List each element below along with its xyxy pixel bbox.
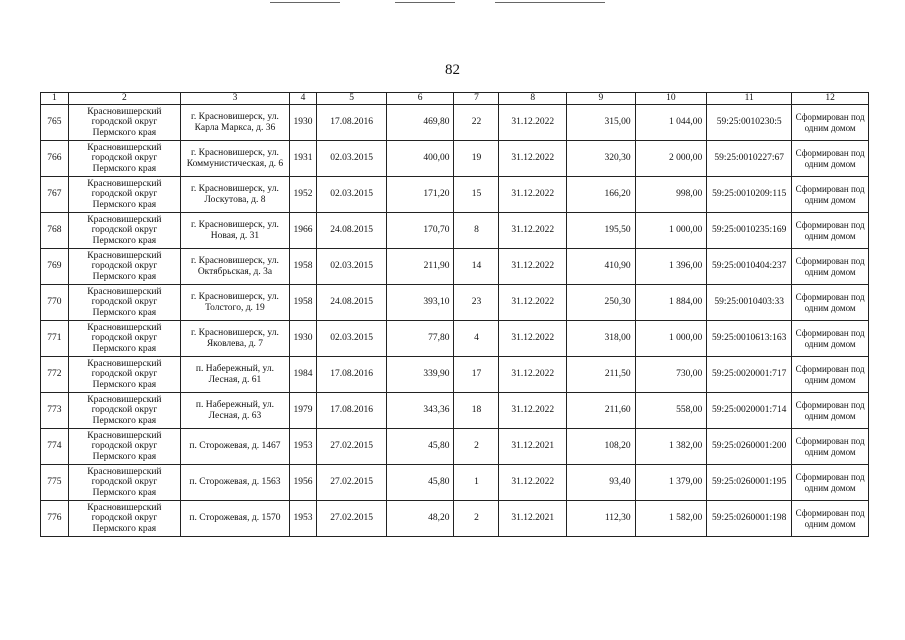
deadline-cell: 31.12.2022 [499,285,567,321]
year-cell: 1953 [289,429,317,465]
cost-cell: 998,00 [635,177,707,213]
column-header-3: 3 [181,93,289,105]
column-header-6: 6 [386,93,454,105]
area-cell: 48,20 [386,501,454,537]
row-number: 770 [41,285,69,321]
table-row [41,321,869,357]
date-cell: 27.02.2015 [317,429,387,465]
area-cell: 339,90 [386,357,454,393]
year-cell: 1958 [289,249,317,285]
count-cell: 22 [454,105,499,141]
district-cell: Красновишерский городской округ Пермского края [68,465,181,501]
district-cell: Красновишерский городской округ Пермского края [68,141,181,177]
area2-cell: 195,50 [567,213,636,249]
area-cell: 343,36 [386,393,454,429]
cost-cell: 2 000,00 [635,141,707,177]
district-cell: Красновишерский городской округ Пермского края [68,177,181,213]
status-cell: Сформирован под одним домом [792,465,869,501]
status-cell: Сформирован под одним домом [792,177,869,213]
column-header-10: 10 [635,93,707,105]
status-cell: Сформирован под одним домом [792,285,869,321]
address-cell: п. Сторожевая, д. 1563 [181,465,289,501]
table-row [41,177,869,213]
deadline-cell: 31.12.2022 [499,357,567,393]
area2-cell: 211,50 [567,357,636,393]
row-number: 767 [41,177,69,213]
cadastral-cell: 59:25:0010209:115 [707,177,792,213]
cadastral-cell: 59:25:0010230:5 [707,105,792,141]
table-row [41,105,869,141]
address-cell: г. Красновишерск, ул. Коммунистическая, д. 6 [181,141,289,177]
count-cell: 2 [454,501,499,537]
count-cell: 1 [454,465,499,501]
date-cell: 17.08.2016 [317,105,387,141]
count-cell: 15 [454,177,499,213]
year-cell: 1966 [289,213,317,249]
table-row [41,465,869,501]
cost-cell: 1 379,00 [635,465,707,501]
row-number: 776 [41,501,69,537]
table-body [41,105,869,537]
year-cell: 1930 [289,105,317,141]
area-cell: 211,90 [386,249,454,285]
cadastral-cell: 59:25:0020001:714 [707,393,792,429]
year-cell: 1956 [289,465,317,501]
district-cell: Красновишерский городской округ Пермского края [68,321,181,357]
header-row [41,93,869,105]
area-cell: 77,80 [386,321,454,357]
date-cell: 24.08.2015 [317,213,387,249]
address-cell: п. Сторожевая, д. 1467 [181,429,289,465]
count-cell: 4 [454,321,499,357]
area2-cell: 320,30 [567,141,636,177]
deadline-cell: 31.12.2021 [499,429,567,465]
count-cell: 19 [454,141,499,177]
year-cell: 1953 [289,501,317,537]
status-cell: Сформирован под одним домом [792,321,869,357]
district-cell: Красновишерский городской округ Пермского края [68,429,181,465]
table-row [41,429,869,465]
area-cell: 45,80 [386,465,454,501]
housing-table [40,92,869,537]
area2-cell: 211,60 [567,393,636,429]
table-row [41,285,869,321]
date-cell: 17.08.2016 [317,393,387,429]
deadline-cell: 31.12.2022 [499,393,567,429]
area-cell: 45,80 [386,429,454,465]
status-cell: Сформирован под одним домом [792,501,869,537]
area-cell: 170,70 [386,213,454,249]
top-scan-line-2 [395,2,455,3]
column-header-1: 1 [41,93,69,105]
column-header-11: 11 [707,93,792,105]
address-cell: г. Красновишерск, ул. Толстого, д. 19 [181,285,289,321]
status-cell: Сформирован под одним домом [792,105,869,141]
status-cell: Сформирован под одним домом [792,141,869,177]
status-cell: Сформирован под одним домом [792,213,869,249]
district-cell: Красновишерский городской округ Пермского края [68,357,181,393]
deadline-cell: 31.12.2021 [499,501,567,537]
address-cell: п. Набережный, ул. Лесная, д. 63 [181,393,289,429]
address-cell: п. Набережный, ул. Лесная, д. 61 [181,357,289,393]
district-cell: Красновишерский городской округ Пермского края [68,501,181,537]
table-row [41,249,869,285]
page-number: 82 [445,62,460,78]
deadline-cell: 31.12.2022 [499,177,567,213]
cadastral-cell: 59:25:0260001:200 [707,429,792,465]
deadline-cell: 31.12.2022 [499,213,567,249]
year-cell: 1931 [289,141,317,177]
cadastral-cell: 59:25:0020001:717 [707,357,792,393]
table-row [41,213,869,249]
row-number: 769 [41,249,69,285]
district-cell: Красновишерский городской округ Пермского края [68,285,181,321]
district-cell: Красновишерский городской округ Пермского края [68,213,181,249]
cadastral-cell: 59:25:0010613:163 [707,321,792,357]
row-number: 775 [41,465,69,501]
year-cell: 1952 [289,177,317,213]
area2-cell: 112,30 [567,501,636,537]
row-number: 773 [41,393,69,429]
status-cell: Сформирован под одним домом [792,429,869,465]
date-cell: 02.03.2015 [317,249,387,285]
address-cell: г. Красновишерск, ул. Яковлева, д. 7 [181,321,289,357]
year-cell: 1979 [289,393,317,429]
table-row [41,141,869,177]
area2-cell: 315,00 [567,105,636,141]
date-cell: 02.03.2015 [317,177,387,213]
cost-cell: 1 000,00 [635,213,707,249]
address-cell: г. Красновишерск, ул. Карла Маркса, д. 36 [181,105,289,141]
row-number: 768 [41,213,69,249]
area2-cell: 318,00 [567,321,636,357]
district-cell: Красновишерский городской округ Пермского края [68,105,181,141]
date-cell: 02.03.2015 [317,321,387,357]
deadline-cell: 31.12.2022 [499,249,567,285]
date-cell: 17.08.2016 [317,357,387,393]
area2-cell: 166,20 [567,177,636,213]
column-header-5: 5 [317,93,387,105]
cost-cell: 558,00 [635,393,707,429]
column-header-9: 9 [567,93,636,105]
address-cell: г. Красновишерск, ул. Новая, д. 31 [181,213,289,249]
table-row [41,393,869,429]
deadline-cell: 31.12.2022 [499,141,567,177]
deadline-cell: 31.12.2022 [499,321,567,357]
column-header-8: 8 [499,93,567,105]
top-scan-line-3 [495,2,605,3]
cost-cell: 1 382,00 [635,429,707,465]
cost-cell: 1 044,00 [635,105,707,141]
year-cell: 1958 [289,285,317,321]
area2-cell: 250,30 [567,285,636,321]
status-cell: Сформирован под одним домом [792,249,869,285]
area-cell: 469,80 [386,105,454,141]
district-cell: Красновишерский городской округ Пермского края [68,249,181,285]
area2-cell: 93,40 [567,465,636,501]
area2-cell: 410,90 [567,249,636,285]
top-scan-line-1 [270,2,340,3]
cost-cell: 1 582,00 [635,501,707,537]
date-cell: 27.02.2015 [317,465,387,501]
column-header-4: 4 [289,93,317,105]
area-cell: 400,00 [386,141,454,177]
table-row [41,501,869,537]
date-cell: 02.03.2015 [317,141,387,177]
count-cell: 17 [454,357,499,393]
cadastral-cell: 59:25:0010235:169 [707,213,792,249]
cost-cell: 1 884,00 [635,285,707,321]
year-cell: 1984 [289,357,317,393]
area2-cell: 108,20 [567,429,636,465]
count-cell: 14 [454,249,499,285]
area-cell: 393,10 [386,285,454,321]
count-cell: 23 [454,285,499,321]
cadastral-cell: 59:25:0010227:67 [707,141,792,177]
address-cell: г. Красновишерск, ул. Лоскутова, д. 8 [181,177,289,213]
count-cell: 18 [454,393,499,429]
cost-cell: 1 396,00 [635,249,707,285]
status-cell: Сформирован под одним домом [792,357,869,393]
year-cell: 1930 [289,321,317,357]
cadastral-cell: 59:25:0010404:237 [707,249,792,285]
row-number: 766 [41,141,69,177]
row-number: 765 [41,105,69,141]
area-cell: 171,20 [386,177,454,213]
date-cell: 27.02.2015 [317,501,387,537]
row-number: 772 [41,357,69,393]
deadline-cell: 31.12.2022 [499,465,567,501]
date-cell: 24.08.2015 [317,285,387,321]
column-header-7: 7 [454,93,499,105]
count-cell: 2 [454,429,499,465]
column-header-2: 2 [68,93,181,105]
table-row [41,357,869,393]
status-cell: Сформирован под одним домом [792,393,869,429]
address-cell: п. Сторожевая, д. 1570 [181,501,289,537]
cadastral-cell: 59:25:0010403:33 [707,285,792,321]
address-cell: г. Красновишерск, ул. Октябрьская, д. 3а [181,249,289,285]
row-number: 774 [41,429,69,465]
row-number: 771 [41,321,69,357]
cost-cell: 1 000,00 [635,321,707,357]
deadline-cell: 31.12.2022 [499,105,567,141]
cadastral-cell: 59:25:0260001:198 [707,501,792,537]
district-cell: Красновишерский городской округ Пермского края [68,393,181,429]
count-cell: 8 [454,213,499,249]
column-header-12: 12 [792,93,869,105]
cost-cell: 730,00 [635,357,707,393]
cadastral-cell: 59:25:0260001:195 [707,465,792,501]
